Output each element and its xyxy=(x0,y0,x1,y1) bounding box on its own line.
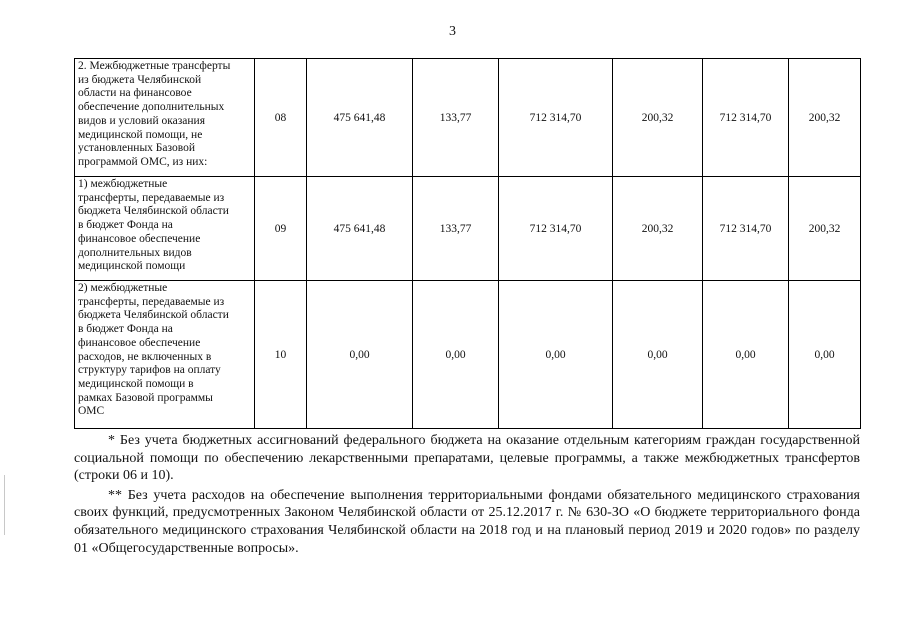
value-cell: 712 314,70 xyxy=(499,177,613,281)
page-number: 3 xyxy=(449,24,456,39)
value-cell: 475 641,48 xyxy=(307,59,413,177)
budget-table xyxy=(74,58,861,429)
row-name-text: 2) межбюджетные трансферты, передаваемые из бюджета Челябинской области в бюджет Фонда на финансовое обеспечение расходов, не включенных в структуру тарифов на оплату медицинской помощи в рамках Базовой программы ОМС xyxy=(78,282,229,418)
value-cell: 133,77 xyxy=(413,177,499,281)
value-cell: 200,32 xyxy=(613,59,703,177)
value-cell: 200,32 xyxy=(789,59,861,177)
table-row xyxy=(75,281,861,429)
value-cell: 0,00 xyxy=(307,281,413,429)
value-cell: 712 314,70 xyxy=(703,59,789,177)
table-row xyxy=(75,177,861,281)
value-cell: 0,00 xyxy=(499,281,613,429)
value-cell: 200,32 xyxy=(789,177,861,281)
row-name-text: 2. Межбюджетные трансферты из бюджета Челябинской области на финансовое обеспечение дополнительных видов и условий оказания медицинской помощи, не установленных Базовой программой ОМС, из них: xyxy=(78,60,231,168)
row-name-cell xyxy=(75,281,255,429)
value-cell: 712 314,70 xyxy=(703,177,789,281)
row-name-cell xyxy=(75,177,255,281)
value-cell: 475 641,48 xyxy=(307,177,413,281)
value-cell: 0,00 xyxy=(789,281,861,429)
footnote-1: * Без учета бюджетных ассигнований федерального бюджета на оказание отдельным категориям граждан государственной социальной помощи по обеспечению лекарственными препаратами, целевые программы, а также межбюджетных трансфертов (строки 06 и 10). xyxy=(74,433,860,484)
row-code-cell: 08 xyxy=(255,59,307,177)
row-code-cell: 10 xyxy=(255,281,307,429)
value-cell: 200,32 xyxy=(613,177,703,281)
value-cell: 0,00 xyxy=(413,281,499,429)
row-name-text: 1) межбюджетные трансферты, передаваемые из бюджета Челябинской области в бюджет Фонда на финансовое обеспечение дополнительных видов медицинской помощи xyxy=(78,178,229,273)
footnotes xyxy=(74,432,860,557)
row-code-cell: 09 xyxy=(255,177,307,281)
value-cell: 0,00 xyxy=(703,281,789,429)
row-name-cell xyxy=(75,59,255,177)
footnote-2: ** Без учета расходов на обеспечение выполнения территориальными фондами обязательного медицинского страхования своих функций, предусмотренных Законом Челябинской области от 25.12.2017 г. № 630-ЗО «О бюджете территориального фонда обязательного медицинского страхования Челябинской области на 2018 год и на плановый период 2019 и 2020 годов» по разделу 01 «Общегосударственные вопросы». xyxy=(74,487,860,556)
value-cell: 0,00 xyxy=(613,281,703,429)
value-cell: 133,77 xyxy=(413,59,499,177)
scan-edge-mark xyxy=(4,475,5,535)
value-cell: 712 314,70 xyxy=(499,59,613,177)
table-row xyxy=(75,59,861,177)
